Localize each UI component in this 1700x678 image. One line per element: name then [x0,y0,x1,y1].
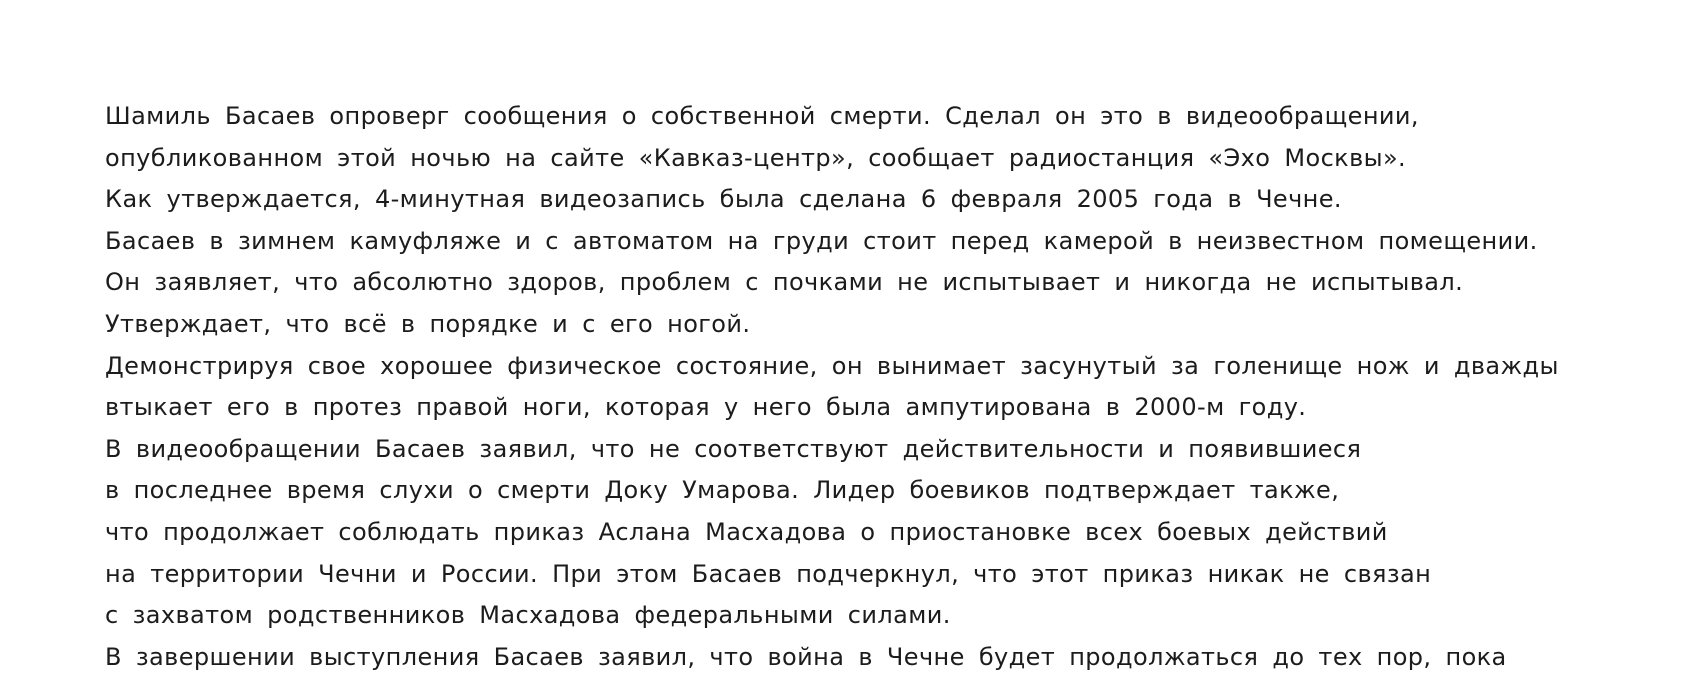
text-line: Басаев в зимнем камуфляже и с автоматом на груди стоит перед камерой в неизвестном помещении. [105,226,1538,255]
text-line: Демонстрируя свое хорошее физическое состояние, он вынимает засунутый за голенище нож и дважды [105,351,1559,380]
text-line: что продолжает соблюдать приказ Аслана Масхадова о приостановке всех боевых действий [105,517,1388,546]
text-line: Как утверждается, 4-минутная видеозапись была сделана 6 февраля 2005 года в Чечне. [105,185,1342,214]
text-line: втыкает его в протез правой ноги, которая у него была ампутирована в 2000-м году. [105,393,1307,422]
text-line: в последнее время слухи о смерти Доку Умарова. Лидер боевиков подтверждает также, [105,476,1340,505]
text-line: Он заявляет, что абсолютно здоров, проблем с почками не испытывает и никогда не испытывал. [105,268,1464,297]
text-line: на территории Чечни и России. При этом Басаев подчеркнул, что этот приказ никак не связан [105,559,1432,588]
document-body [105,96,1685,678]
text-line: с захватом родственников Масхадова федеральными силами. [105,601,951,630]
text-line: Шамиль Басаев опроверг сообщения о собственной смерти. Сделал он это в видеообращении, [105,102,1419,130]
text-line: В завершении выступления Басаев заявил, что война в Чечне будет продолжаться до тех пор, пока [105,642,1507,671]
text-line: опубликованном этой ночью на сайте «Кавказ-центр», сообщает радиостанция «Эхо Москвы». [105,143,1407,172]
text-line: В видеообращении Басаев заявил, что не соответствуют действительности и появившиеся [105,434,1362,463]
text-line: Утверждает, что всё в порядке и с его ногой. [105,309,751,338]
